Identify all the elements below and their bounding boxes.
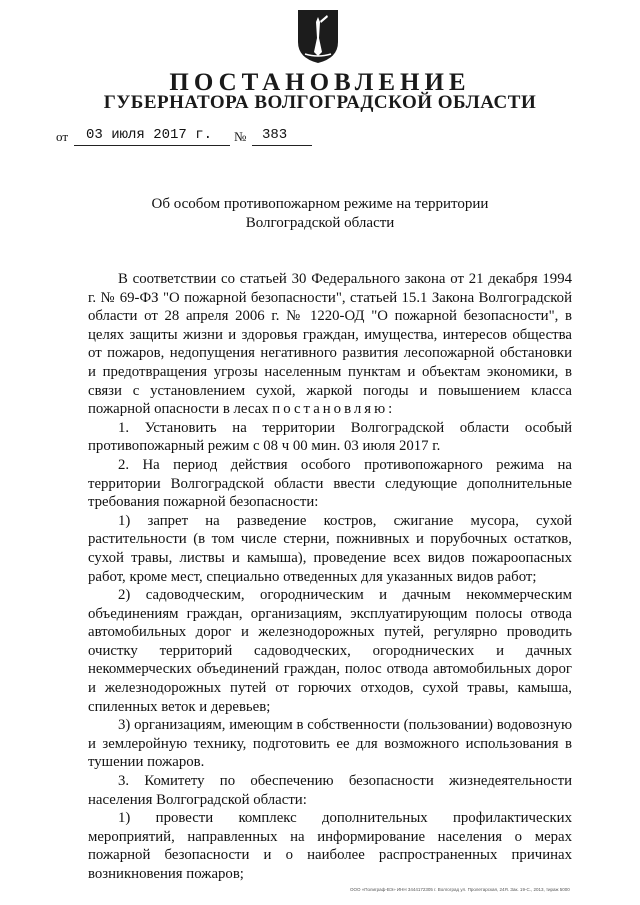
item-2-1: 1) запрет на разведение костров, сжигание мусора, сухой растительности (в том числе стерни, пожнивных и порубочных остатков, сухой травы, листвы и камыша), проведение всех видов пожароопасных работ, кроме мест, специально отведенных для указанных видов работ; <box>88 512 572 585</box>
number-prefix: № <box>234 129 247 144</box>
number-underline <box>252 145 312 146</box>
coat-of-arms-icon <box>296 8 340 64</box>
preamble-text: В соответствии со статьей 30 Федерального закона от 21 декабря 1994 г. № 69-ФЗ "О пожарной безопасности", статьей 15.1 Закона Волгоградской области от 28 апреля 2006 г. № 1220-ОД "О пожарной безопасности", в целях защиты жизни и здоровья граждан, имущества, интересов общества от пожаров, недопущения негативного развития лесопожарной обстановки и предотвращения угрозы населенным пунктам и объектам экономики, в связи с установлением сухой, жаркой погоды и повышением класса пожарной опасности в лесах <box>88 271 572 418</box>
item-3: 3. Комитету по обеспечению безопасности жизнедеятельности населения Волгоградской области: <box>88 773 572 808</box>
item-1: 1. Установить на территории Волгоградской области особый противопожарный режим с 08 ч 00 мин. 03 июля 2017 г. <box>88 419 572 455</box>
item-2-3: 3) организациям, имеющим в собственности (пользовании) водовозную и землеройную технику, подготовить ее для возможного использования в тушении пожаров. <box>88 717 572 771</box>
date-prefix: от <box>56 129 69 144</box>
issuer-title: ГУБЕРНАТОРА ВОЛГОГРАДСКОЙ ОБЛАСТИ <box>103 92 537 113</box>
item-2: 2. На период действия особого противопожарного режима на территории Волгоградской области ввести следующие дополнительные требования пожарной безопасности: <box>88 456 572 511</box>
document-type-title: ПОСТАНОВЛЕНИЕ <box>169 69 471 96</box>
item-3-1: 1) провести комплекс дополнительных профилактических мероприятий, направленных на информирование населения о мерах пожарной безопасности и о наиболее распространенных причинах возникновения пожаров; <box>88 810 572 882</box>
item-2-2: 2) садоводческим, огородническим и дачным некоммерческим объединениям граждан, организациям, эксплуатирующим полосы отвода автомобильных дорог и железнодорожных путей, регулярно проводить очистку территорий садоводческих, огороднических и дачных некоммерческих объединений граждан, полос отвода автомобильных дорог и железнодорожных путей от горючих отходов, сухой травы, камыша, спиленных веток и деревьев; <box>88 587 572 715</box>
subject-line-2: Волгоградской области <box>245 215 395 231</box>
document-body <box>88 270 572 884</box>
subject-line-1: Об особом противопожарном режиме на территории <box>151 196 489 212</box>
document-date: 03 июля 2017 г. <box>86 127 213 143</box>
document-subject <box>140 195 500 233</box>
document-number: 383 <box>262 127 288 143</box>
print-imprint: ООО «Полиграф-ВЭ» ИНН 3444172305 г. Волгоград ул. Пролетарская, 24Я. Зак. 19-С., 2013, тираж 5000 <box>350 887 570 892</box>
decree-word: постановляю: <box>272 401 396 418</box>
preamble-paragraph <box>88 270 572 419</box>
date-underline <box>74 145 230 146</box>
